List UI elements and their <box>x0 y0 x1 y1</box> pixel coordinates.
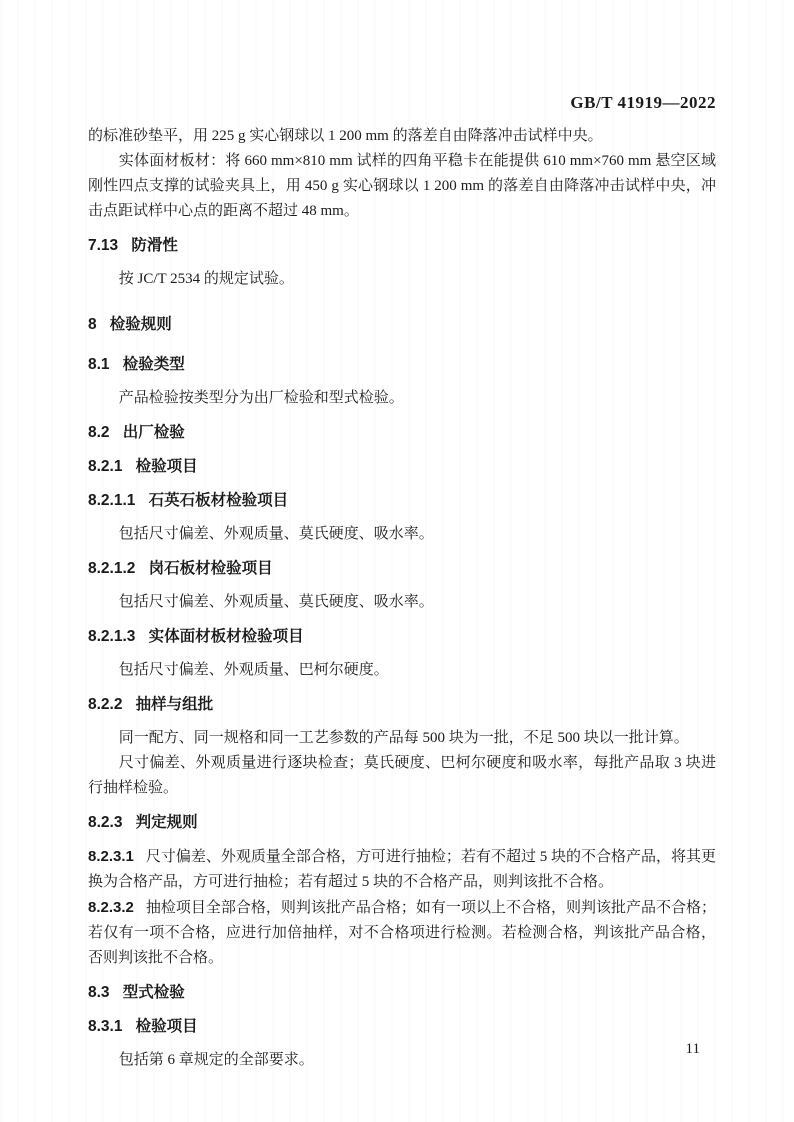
clause-title: 防滑性 <box>131 237 178 254</box>
clause-title: 岗石板材检验项目 <box>148 560 273 577</box>
document-content <box>88 124 716 1073</box>
clause-number: 8.2.3.1 <box>88 848 134 865</box>
clause-number: 8.2.3 <box>88 814 123 831</box>
body-paragraph: 同一配方、同一规格和同一工艺参数的产品每 500 块为一批，不足 500 块以一批计算。 <box>118 730 689 746</box>
standard-code-header: GB/T 41919—2022 <box>570 93 716 112</box>
clause-title: 检验项目 <box>135 458 198 475</box>
clause-number: 8.1 <box>88 356 110 373</box>
clause-heading-8.2 <box>88 420 716 445</box>
clause-number: 8.2.1.3 <box>88 628 136 645</box>
clause-heading-8.2.1 <box>88 454 716 479</box>
body-paragraph: 包括尺寸偏差、外观质量、莫氏硬度、吸水率。 <box>118 526 434 542</box>
clause-number: 8.3.1 <box>88 1018 123 1035</box>
clause-heading-8.2.3 <box>88 810 716 835</box>
clause-number: 8.2.2 <box>88 696 123 713</box>
clause-title: 检验项目 <box>135 1018 198 1035</box>
body-paragraph: 包括尺寸偏差、外观质量、巴柯尔硬度。 <box>118 662 389 678</box>
clause-heading-8 <box>88 312 716 337</box>
body-paragraph: 尺寸偏差、外观质量进行逐块检查；莫氏硬度、巴柯尔硬度和吸水率，每批产品取 3 块进行抽样检验。 <box>88 755 716 796</box>
clause-heading-8.1 <box>88 352 716 377</box>
clause-number: 7.13 <box>88 237 119 254</box>
clause-number: 8.2.3.2 <box>88 899 134 916</box>
clause-heading-7.13 <box>88 233 716 258</box>
body-paragraph: 包括尺寸偏差、外观质量、莫氏硬度、吸水率。 <box>118 594 434 610</box>
clause-number: 8.2.1.1 <box>88 492 136 509</box>
clause-heading-8.3 <box>88 980 716 1005</box>
clause-heading-8.2.1.3 <box>88 624 716 649</box>
body-paragraph: 产品检验按类型分为出厂检验和型式检验。 <box>118 390 404 406</box>
clause-heading-8.2.1.1 <box>88 488 716 513</box>
clause-number: 8.2 <box>88 424 110 441</box>
clause-title: 抽样与组批 <box>135 696 214 713</box>
clause-number: 8 <box>88 316 97 333</box>
clause-text: 抽检项目全部合格，则判该批产品合格；如有一项以上不合格，则判该批产品不合格；若仅有一项不合格，应进行加倍抽样，对不合格项进行检测。若检测合格，判该批产品合格，否则判该批不合格。 <box>88 900 716 966</box>
clause-heading-8.2.1.2 <box>88 556 716 581</box>
body-paragraph: 包括第 6 章规定的全部要求。 <box>118 1052 314 1068</box>
clause-title: 出厂检验 <box>122 424 185 441</box>
clause-title: 实体面材板材检验项目 <box>148 628 304 645</box>
clause-title: 检验规则 <box>109 316 172 333</box>
clause-title: 检验类型 <box>122 356 185 373</box>
page-number: 11 <box>685 1041 700 1057</box>
clause-heading-8.2.2 <box>88 692 716 717</box>
clause-number: 8.2.1 <box>88 458 123 475</box>
clause-number: 8.3 <box>88 984 110 1001</box>
clause-title: 型式检验 <box>122 984 185 1001</box>
clause-paragraph-8.2.3.2 <box>88 895 716 971</box>
body-paragraph: 实体面材板材：将 660 mm×810 mm 试样的四角平稳卡在能提供 610 mm×760 mm 悬空区域刚性四点支撑的试验夹具上，用 450 g 实心钢球以 1 200 mm 的落差自由降落冲击试样中央，冲击点距试样中心点的距离不超过 48 mm。 <box>88 153 716 219</box>
body-paragraph: 的标准砂垫平，用 225 g 实心钢球以 1 200 mm 的落差自由降落冲击试样中央。 <box>88 128 603 144</box>
body-paragraph: 按 JC/T 2534 的规定试验。 <box>118 271 294 287</box>
clause-title: 判定规则 <box>135 814 198 831</box>
clause-text: 尺寸偏差、外观质量全部合格，方可进行抽检；若有不超过 5 块的不合格产品，将其更换为合格产品，方可进行抽检；若有超过 5 块的不合格产品，则判该批不合格。 <box>88 849 716 890</box>
clause-paragraph-8.2.3.1 <box>88 844 716 895</box>
clause-heading-8.3.1 <box>88 1014 716 1039</box>
clause-title: 石英石板材检验项目 <box>148 492 289 509</box>
clause-number: 8.2.1.2 <box>88 560 136 577</box>
